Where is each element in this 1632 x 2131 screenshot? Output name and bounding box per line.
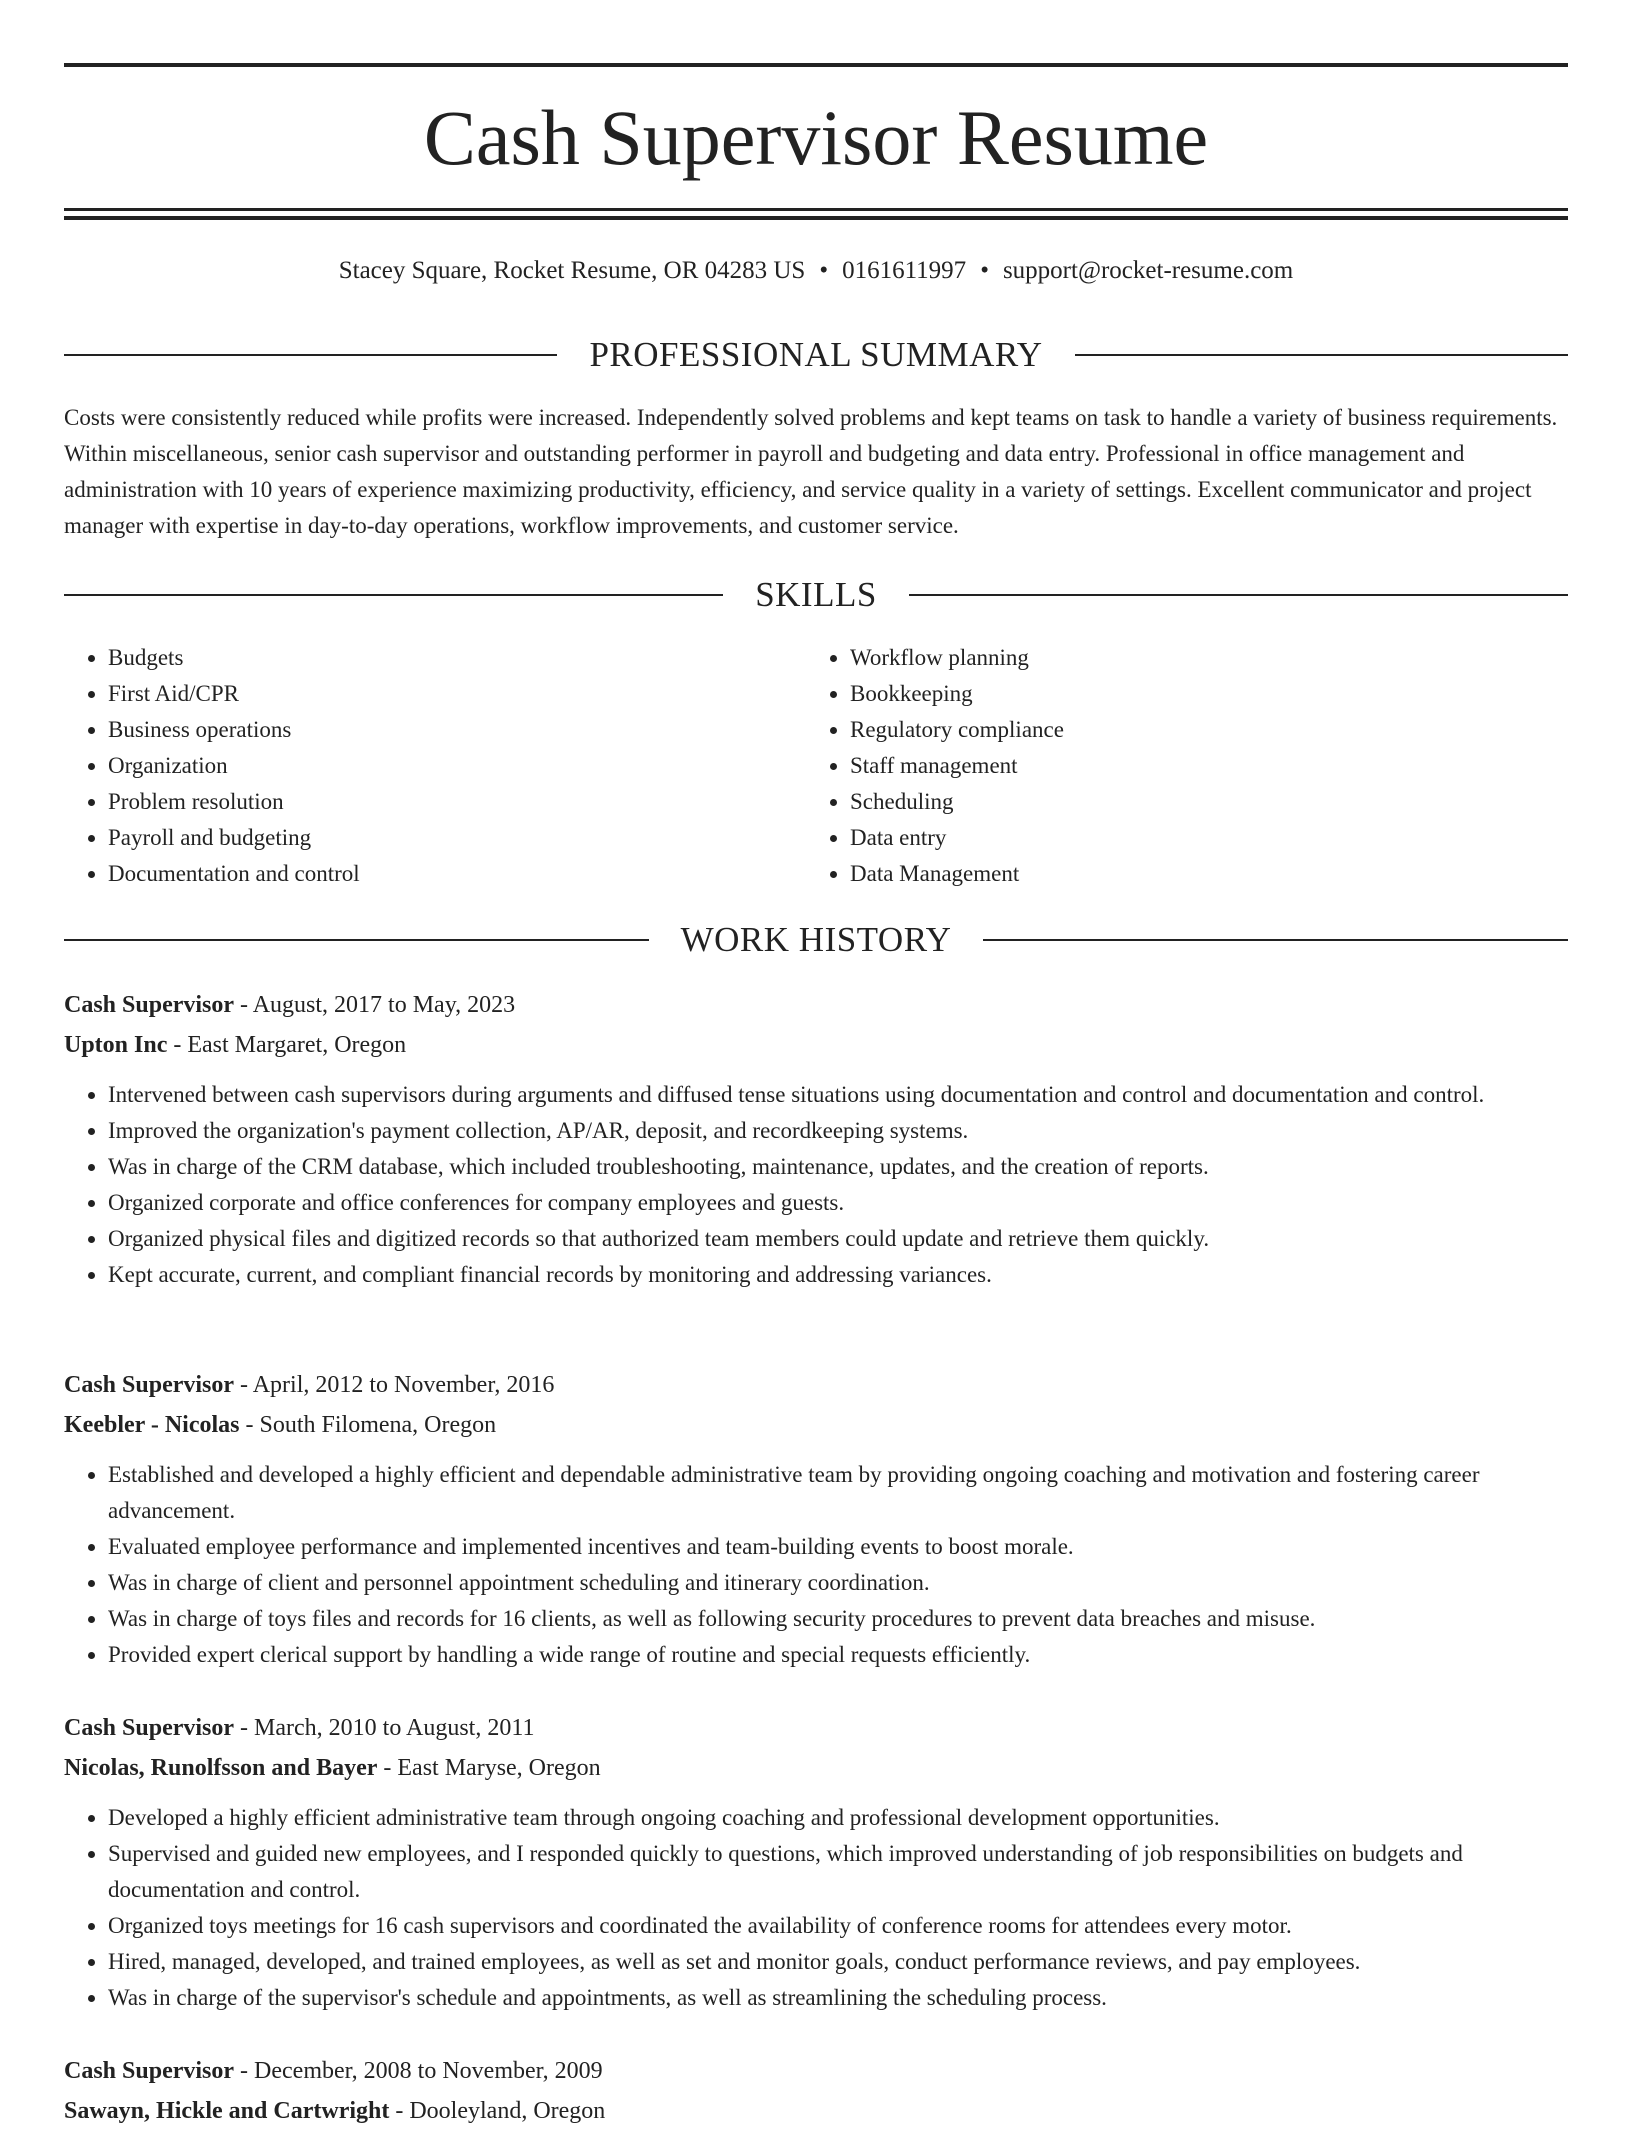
job-title: Cash Supervisor — [64, 992, 235, 1018]
skill-item: • Budgets — [108, 640, 360, 676]
job-bullets — [64, 1457, 1568, 1673]
contact-email: support@rocket-resume.com — [1002, 257, 1294, 284]
job-entry — [64, 2051, 1568, 2131]
job-title: Cash Supervisor — [64, 1715, 235, 1741]
job-bullets — [64, 1077, 1568, 1293]
top-rule — [64, 63, 1568, 67]
job-entry — [64, 1365, 1568, 1673]
contact-address: Stacey Square, Rocket Resume, OR 04283 US — [338, 257, 806, 284]
job-dates: - March, 2010 to August, 2011 — [234, 1715, 535, 1741]
resume-title: Cash Supervisor Resume — [423, 94, 1209, 181]
job-role-line — [64, 2051, 1568, 2091]
job-bullet: • Kept accurate, current, and compliant financial records by monitoring and addressing variances. — [108, 1257, 1568, 1293]
skill-item: • Problem resolution — [108, 784, 360, 820]
job-bullet: • Supervised and guided new employees, and I responded quickly to questions, which improved understanding of job responsibilities on budgets and documentation and control. — [108, 1836, 1568, 1908]
job-bullets — [64, 1800, 1568, 2016]
job-company: Keebler - Nicolas — [64, 1412, 240, 1438]
job-bullet: • Organized corporate and office conferences for company employees and guests. — [108, 1185, 1568, 1221]
job-company: Upton Inc — [64, 1032, 168, 1058]
skill-item: • Documentation and control — [108, 856, 360, 892]
skills-list-left — [64, 640, 360, 892]
skills-list-right — [806, 640, 1064, 892]
job-company-line — [64, 1025, 1568, 1065]
contact-phone: 0161611997 — [842, 257, 967, 284]
section-header-work — [64, 918, 1568, 962]
skill-item: • Business operations — [108, 712, 360, 748]
skill-item: • First Aid/CPR — [108, 676, 360, 712]
job-location: - East Maryse, Oregon — [377, 1755, 601, 1781]
skill-item: • Regulatory compliance — [850, 712, 1064, 748]
contact-separator: • — [819, 257, 829, 284]
section-title-work: WORK HISTORY — [680, 920, 952, 959]
job-bullet: • Organized toys meetings for 16 cash supervisors and coordinated the availability of conference rooms for attendees every motor. — [108, 1908, 1568, 1944]
contact-separator: • — [980, 257, 989, 284]
job-bullet: • Was in charge of toys files and records for 16 clients, as well as following security procedures to prevent data breaches and misuse. — [108, 1601, 1568, 1637]
skill-item: • Workflow planning — [850, 640, 1064, 676]
title-double-rule — [64, 208, 1568, 220]
job-title: Cash Supervisor — [64, 1372, 235, 1398]
job-dates: - December, 2008 to November, 2009 — [234, 2058, 603, 2084]
skill-item: • Staff management — [850, 748, 1064, 784]
skill-item: • Data Management — [850, 856, 1064, 892]
job-title: Cash Supervisor — [64, 2058, 235, 2084]
summary-text: Costs were consistently reduced while profits were increased. Independently solved problems and kept teams on task to handle a variety of business requirements. Within miscellaneous, senior cash supervisor and outstanding performer in payroll and budgeting and data entry. Professional in office management and administration with 10 years of experience maximizing productivity, efficiency, and service quality in a variety of settings. Excellent communicator and project manager with expertise in day-to-day operations, workflow improvements, and customer service. — [64, 405, 1558, 538]
job-bullet: • Was in charge of the CRM database, which included troubleshooting, maintenance, updates, and the creation of reports. — [108, 1149, 1568, 1185]
skill-item: • Data entry — [850, 820, 1064, 856]
skill-item: • Organization — [108, 748, 360, 784]
skill-item: • Payroll and budgeting — [108, 820, 360, 856]
job-bullet: • Provided expert clerical support by handling a wide range of routine and special requests efficiently. — [108, 1637, 1568, 1673]
job-dates: - April, 2012 to November, 2016 — [234, 1372, 555, 1398]
job-bullet: • Was in charge of client and personnel appointment scheduling and itinerary coordination. — [108, 1565, 1568, 1601]
job-company-line — [64, 2091, 1568, 2131]
skill-item: • Bookkeeping — [850, 676, 1064, 712]
contact-line — [0, 254, 1632, 288]
job-bullet: • Hired, managed, developed, and trained employees, as well as set and monitor goals, conduct performance reviews, and pay employees. — [108, 1944, 1568, 1980]
section-title-summary: PROFESSIONAL SUMMARY — [589, 335, 1043, 374]
job-bullet: • Improved the organization's payment collection, AP/AR, deposit, and recordkeeping systems. — [108, 1113, 1568, 1149]
skill-item: • Scheduling — [850, 784, 1064, 820]
job-bullet: • Organized physical files and digitized records so that authorized team members could update and retrieve them quickly. — [108, 1221, 1568, 1257]
job-role-line — [64, 1708, 1568, 1748]
job-dates: - August, 2017 to May, 2023 — [234, 992, 516, 1018]
job-role-line — [64, 1365, 1568, 1405]
job-bullet: • Developed a highly efficient administrative team through ongoing coaching and professional development opportunities. — [108, 1800, 1568, 1836]
job-bullet: • Was in charge of the supervisor's schedule and appointments, as well as streamlining the scheduling process. — [108, 1980, 1568, 2016]
job-role-line — [64, 985, 1568, 1025]
job-location: - Dooleyland, Oregon — [389, 2098, 606, 2124]
job-bullet: • Intervened between cash supervisors during arguments and diffused tense situations using documentation and control and documentation and control. — [108, 1077, 1568, 1113]
job-entry — [64, 985, 1568, 1293]
job-company: Sawayn, Hickle and Cartwright — [64, 2098, 390, 2124]
job-bullet: • Evaluated employee performance and implemented incentives and team-building events to boost morale. — [108, 1529, 1568, 1565]
job-location: - East Margaret, Oregon — [167, 1032, 407, 1058]
job-company-line — [64, 1405, 1568, 1445]
section-header-summary — [64, 333, 1568, 377]
job-location: - South Filomena, Oregon — [239, 1412, 497, 1438]
job-company-line — [64, 1748, 1568, 1788]
job-company: Nicolas, Runolfsson and Bayer — [64, 1755, 378, 1781]
section-title-skills: SKILLS — [755, 575, 877, 614]
section-header-skills — [64, 573, 1568, 617]
job-bullet: • Established and developed a highly efficient and dependable administrative team by providing ongoing coaching and motivation and fostering career advancement. — [108, 1457, 1568, 1529]
job-entry — [64, 1708, 1568, 2016]
